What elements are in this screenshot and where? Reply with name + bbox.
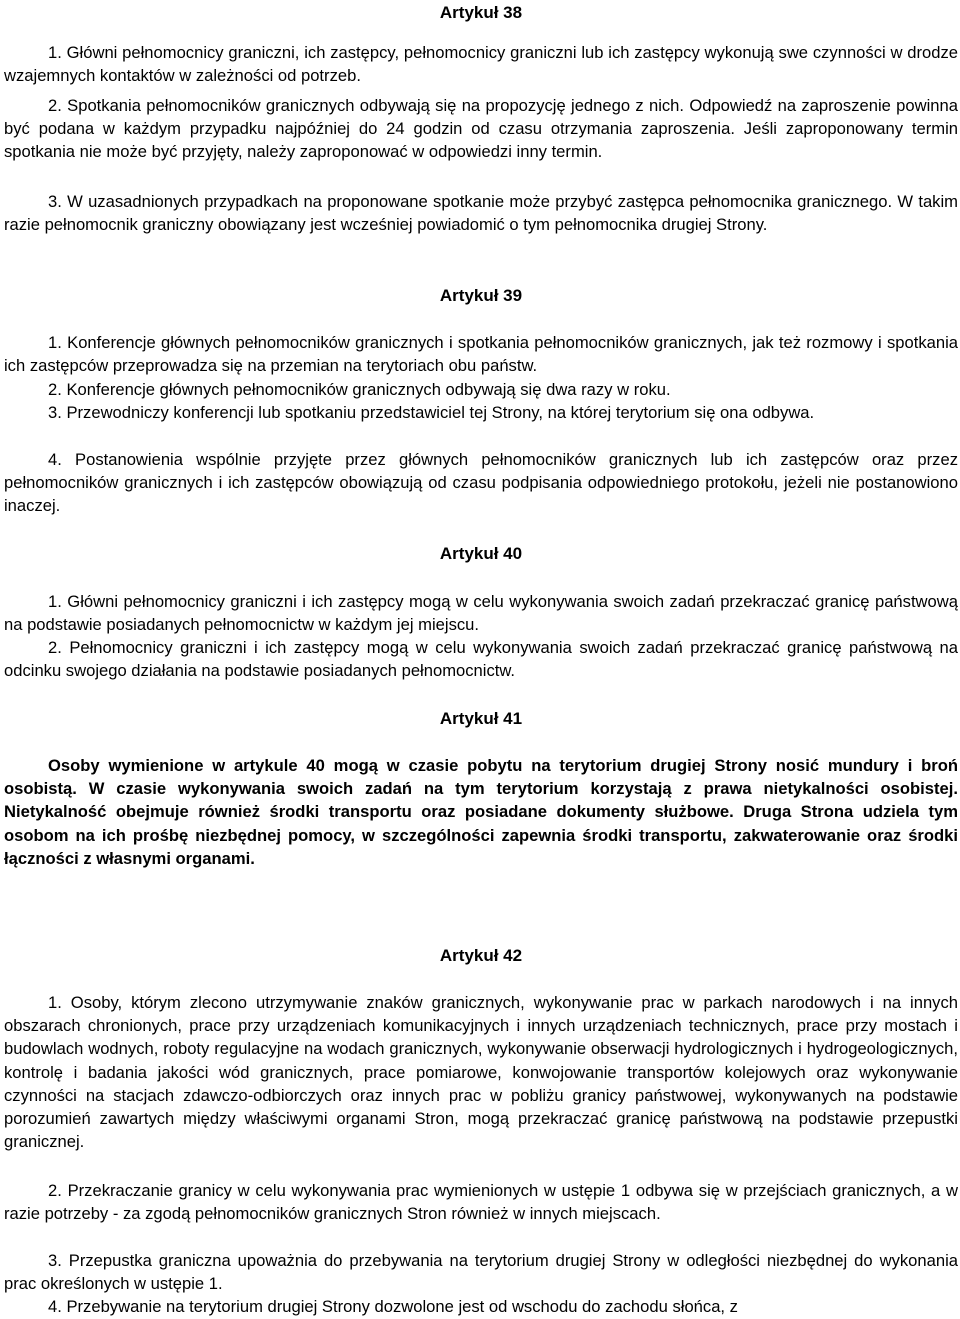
article-40-paragraph-1: 1. Główni pełnomocnicy graniczni i ich zastępcy mogą w celu wykonywania swoich zadań przekraczać granicę państwową na podstawie posiadanych pełnomocnictw w każdym jej miejscu. [4, 592, 958, 635]
article-38-paragraph-1: 1. Główni pełnomocnicy graniczni, ich zastępcy, pełnomocnicy graniczni lub ich zastępcy wykonują swe czynności w drodze wzajemnych kontaktów w zależności od potrzeb. [4, 43, 958, 86]
article-39-paragraph-2: 2. Konferencje głównych pełnomocników granicznych odbywają się dwa razy w roku. [48, 380, 671, 399]
article-39-paragraph-4: 4. Postanowienia wspólnie przyjęte przez głównych pełnomocników granicznych lub ich zastępców oraz przez pełnomocników granicznych i ich zastępców obowiązują od czasu podpisania odpowiedniego protokołu, jeżeli nie postanowiono inaczej. [4, 450, 958, 516]
article-39-heading: Artykuł 39 [439, 286, 523, 305]
article-41-paragraph-1: Osoby wymienione w artykule 40 mogą w czasie pobytu na terytorium drugiej Strony nosić mundury i broń osobistą. W czasie wykonywania swoich zadań na tym terytorium korzystają z prawa nietykalności osobistej. Nietykalność obejmuje również środki transportu oraz posiadane dokumenty służbowe. Druga Strona udziela tym osobom na ich prośbę niezbędnej pomocy, w szczególności zapewnia środki transportu, zakwaterowanie oraz środki łączności z własnymi organami. [4, 756, 958, 868]
article-40-paragraph-2: 2. Pełnomocnicy graniczni i ich zastępcy mogą w celu wykonywania swoich zadań przekraczać granicę państwową na odcinku swojego działania na podstawie posiadanych pełnomocnictw. [4, 638, 958, 681]
article-39-paragraph-1: 1. Konferencje głównych pełnomocników granicznych i spotkania pełnomocników granicznych, jak też rozmowy i spotkania ich zastępców przeprowadza się na przemian na terytoriach obu państw. [4, 333, 958, 376]
article-40-heading: Artykuł 40 [439, 544, 523, 563]
article-42-paragraph-2: 2. Przekraczanie granicy w celu wykonywania prac wymienionych w ustępie 1 odbywa się w przejściach granicznych, a w razie potrzeby - za zgodą pełnomocników granicznych Stron również w innych miejscach. [4, 1181, 958, 1224]
article-42-paragraph-4: 4. Przebywanie na terytorium drugiej Strony dozwolone jest od wschodu do zachodu słońca, z [48, 1297, 738, 1316]
article-38-heading: Artykuł 38 [439, 3, 523, 22]
article-38-paragraph-3: 3. W uzasadnionych przypadkach na proponowane spotkanie może przybyć zastępca pełnomocnika granicznego. W takim razie pełnomocnik graniczny obowiązany jest wcześniej powiadomić o tym pełnomocnika drugiej Strony. [4, 192, 958, 235]
article-42-paragraph-1: 1. Osoby, którym zlecono utrzymywanie znaków granicznych, wykonywanie prac w parkach narodowych i na innych obszarach chronionych, prace przy urządzeniach komunikacyjnych i innych urządzeniach technicznych, prace przy mostach i budowlach wodnych, roboty regulacyjne na wodach granicznych, wykonywanie obserwacji hydrologicznych i hydrogeologicznych, kontrolę i badania jakości wód granicznych, prace pomiarowe, konwojowanie transportów kolejowych oraz wykonywanie czynności na stacjach zdawczo-odbiorczych oraz innych prac w pobliżu granicy państwowej, wykonywanych na podstawie porozumień zawartych między właściwymi organami Stron, mogą przekraczać granicę państwową na podstawie przepustki granicznej. [4, 993, 958, 1152]
article-39-paragraph-3: 3. Przewodniczy konferencji lub spotkaniu przedstawiciel tej Strony, na której terytorium się ona odbywa. [48, 403, 815, 422]
article-42-heading: Artykuł 42 [439, 946, 523, 965]
article-42-paragraph-3: 3. Przepustka graniczna upoważnia do przebywania na terytorium drugiej Strony w odległości niezbędnej do wykonania prac określonych w ustępie 1. [4, 1251, 958, 1294]
article-41-heading: Artykuł 41 [439, 709, 523, 728]
article-38-paragraph-2: 2. Spotkania pełnomocników granicznych odbywają się na propozycję jednego z nich. Odpowiedź na zaproszenie powinna być podana w każdym przypadku najpóźniej do 24 godzin od czasu otrzymania zaproszenia. Jeśli zaproponowany termin spotkania nie może być przyjęty, należy zaproponować w odpowiedzi inny termin. [4, 96, 958, 162]
